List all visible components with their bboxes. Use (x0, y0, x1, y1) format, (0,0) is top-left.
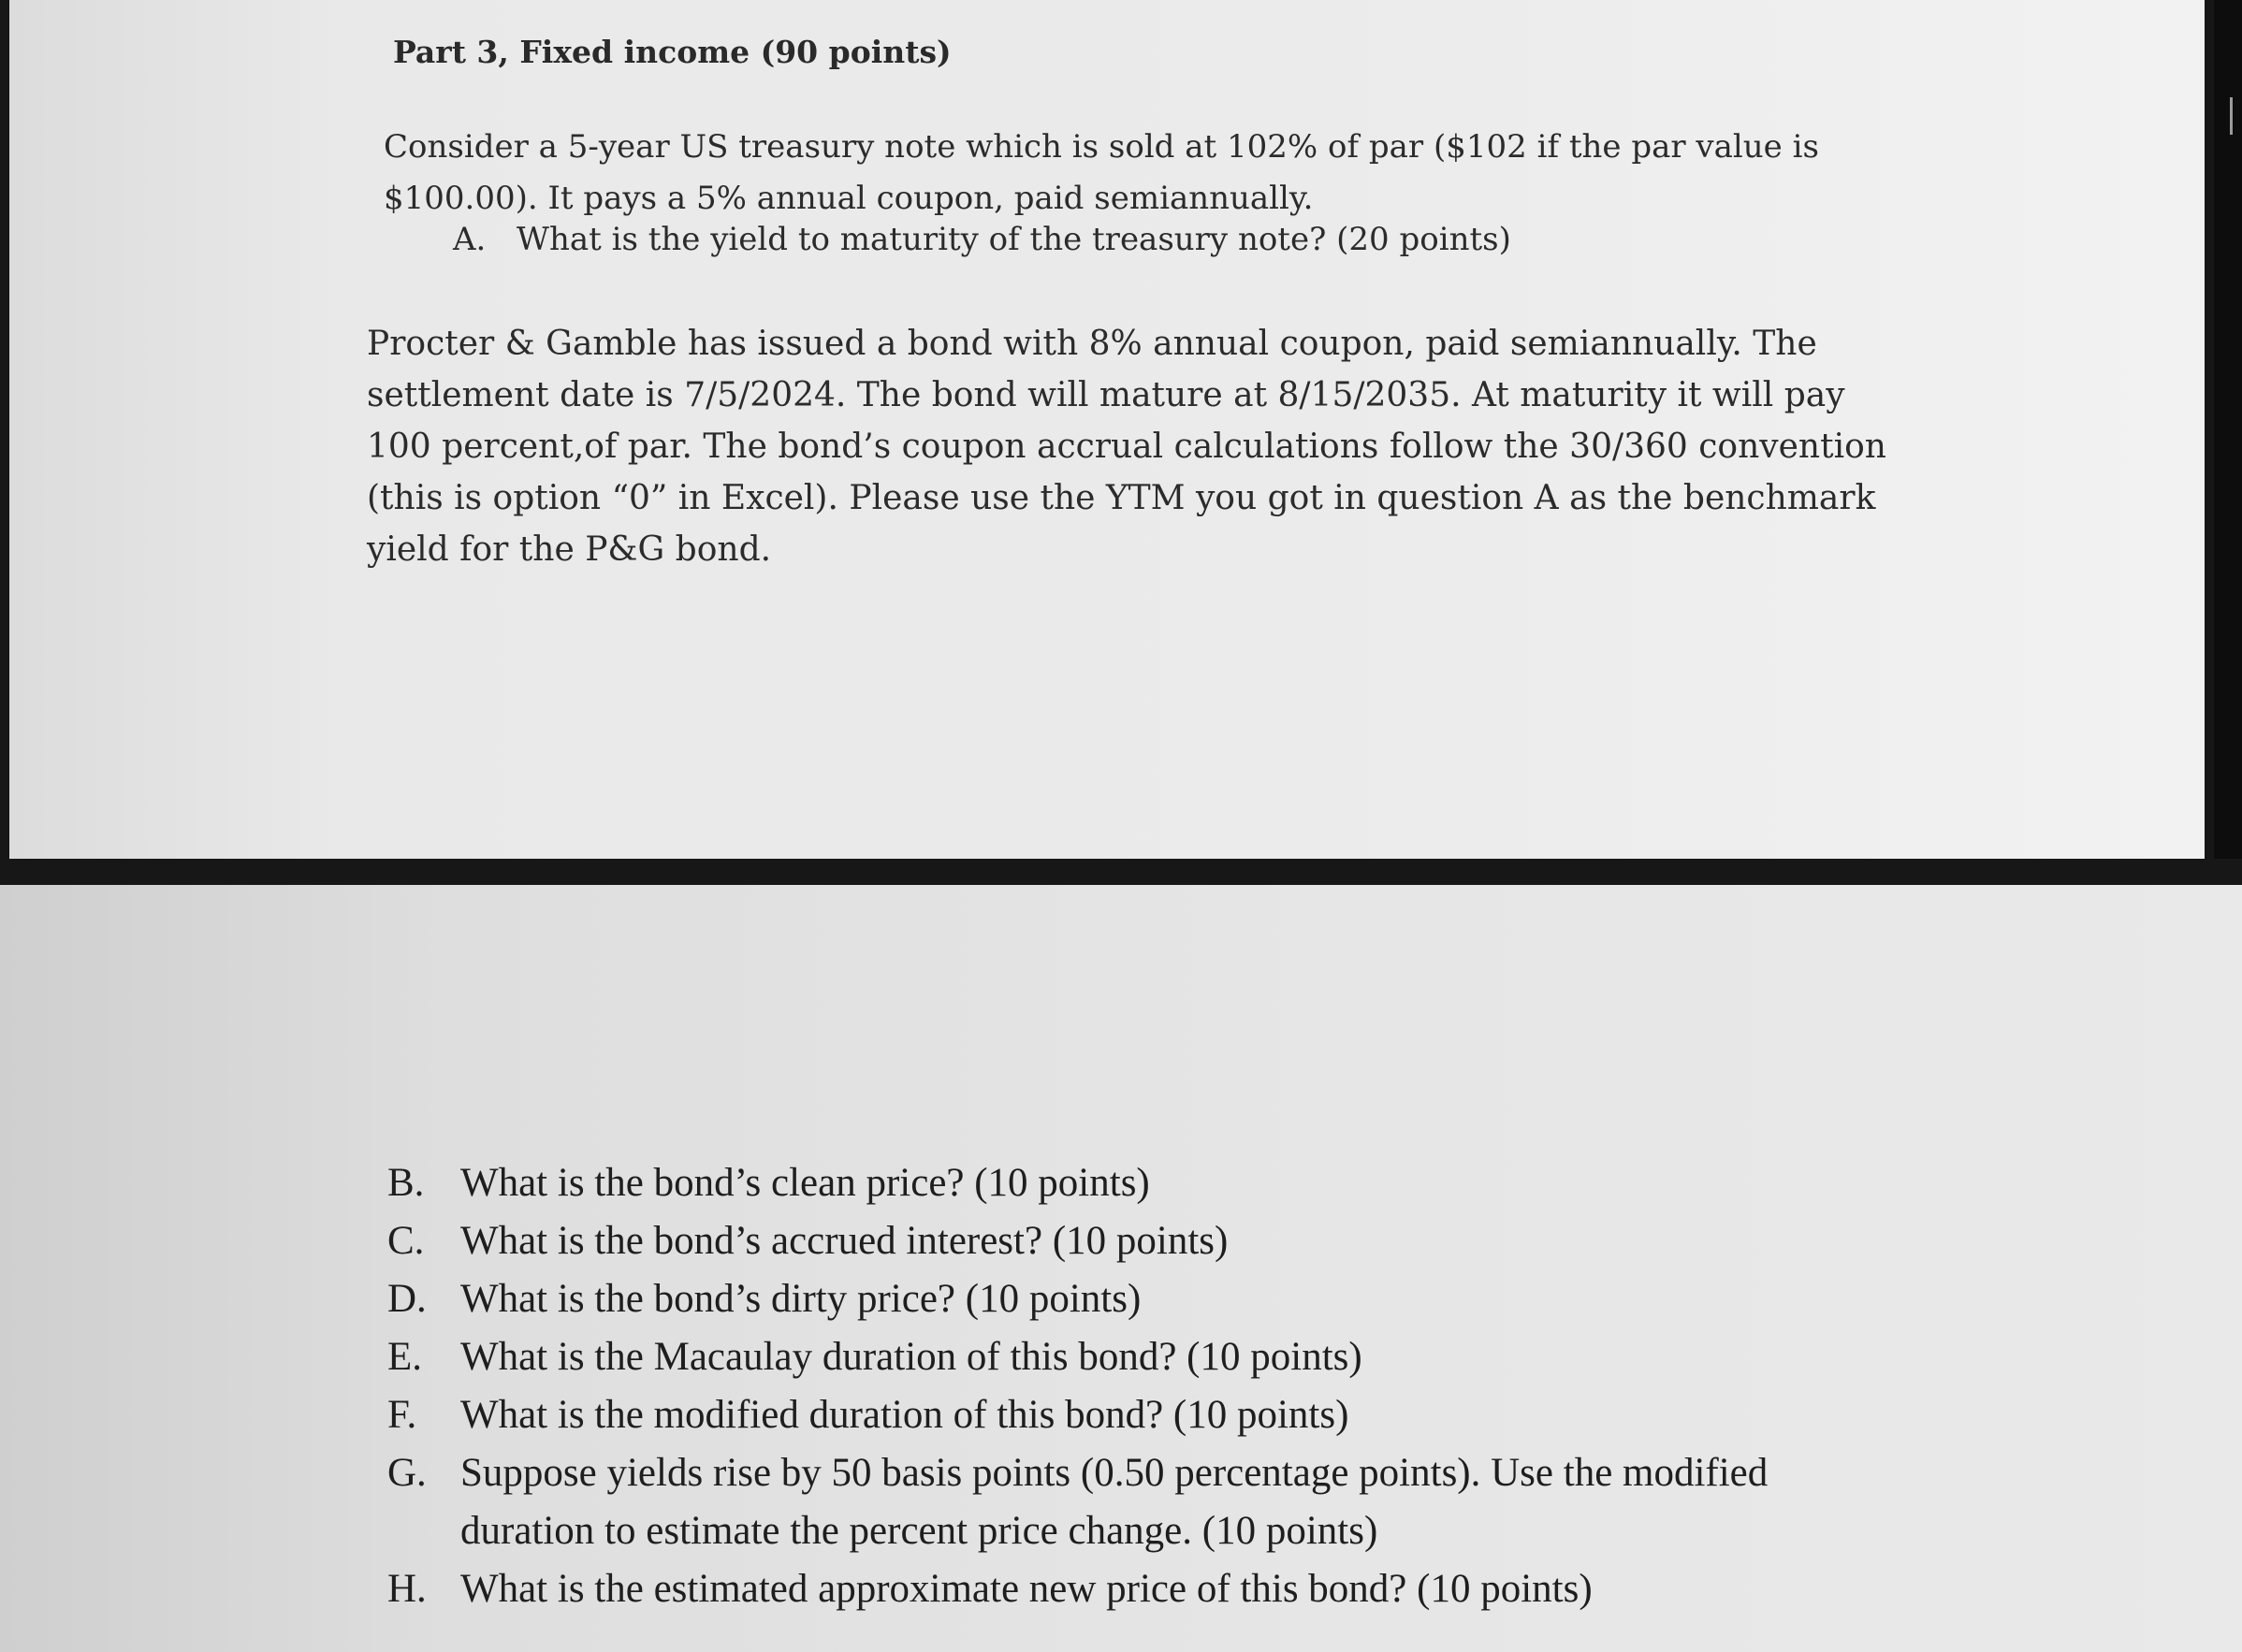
screen-edge (2214, 0, 2242, 859)
question-e (387, 1328, 1768, 1386)
question-letter: A. (453, 221, 487, 258)
question-list (387, 1154, 1768, 1618)
paragraph-line: 100 percent,of par. The bond’s coupon accrual calculations follow the 30/360 convention (367, 427, 1886, 466)
question-letter: G. (387, 1451, 427, 1495)
pg-bond-paragraph (367, 318, 1886, 575)
question-text: Suppose yields rise by 50 basis points (0.50 percentage points). Use the modified (460, 1451, 1769, 1495)
question-text: What is the bond’s accrued interest? (10 points) (460, 1219, 1229, 1263)
question-letter: H. (387, 1567, 427, 1611)
question-text: What is the bond’s clean price? (10 points) (460, 1161, 1150, 1205)
question-letter: D. (387, 1277, 427, 1321)
paragraph-line: yield for the P&G bond. (367, 530, 772, 569)
question-a (453, 221, 1511, 258)
paragraph-line: settlement date is 7/5/2024. The bond will mature at 8/15/2035. At maturity it will pay (367, 376, 1845, 414)
paragraph-line: Procter & Gamble has issued a bond with 8% annual coupon, paid semiannually. The (367, 325, 1817, 363)
paragraph-line: Consider a 5-year US treasury note which is sold at 102% of par ($102 if the par value is (384, 128, 1819, 166)
question-text: What is the estimated approximate new price of this bond? (10 points) (460, 1567, 1593, 1611)
question-g (387, 1444, 1768, 1560)
question-letter: E. (387, 1335, 423, 1379)
section-heading: Part 3, Fixed income (90 points) (393, 34, 952, 70)
question-c (387, 1212, 1768, 1270)
question-d (387, 1270, 1768, 1328)
text-cursor-icon (2230, 97, 2233, 135)
question-text: What is the modified duration of this bond? (10 points) (460, 1393, 1349, 1437)
question-text-continuation: duration to estimate the percent price change. (10 points) (460, 1509, 1378, 1553)
question-b (387, 1154, 1768, 1212)
question-letter: B. (387, 1161, 425, 1205)
treasury-intro-paragraph (384, 122, 1819, 225)
paragraph-line: $100.00). It pays a 5% annual coupon, paid semiannually. (384, 180, 1314, 217)
paragraph-line: (this is option “0” in Excel). Please use the YTM you got in question A as the benchmark (367, 479, 1876, 517)
question-text: What is the yield to maturity of the treasury note? (20 points) (517, 221, 1511, 258)
question-text: What is the bond’s dirty price? (10 points) (460, 1277, 1142, 1321)
question-text: What is the Macaulay duration of this bond? (10 points) (460, 1335, 1362, 1379)
question-h (387, 1560, 1768, 1618)
question-f (387, 1386, 1768, 1444)
question-letter: C. (387, 1219, 425, 1263)
question-letter: F. (387, 1393, 417, 1437)
